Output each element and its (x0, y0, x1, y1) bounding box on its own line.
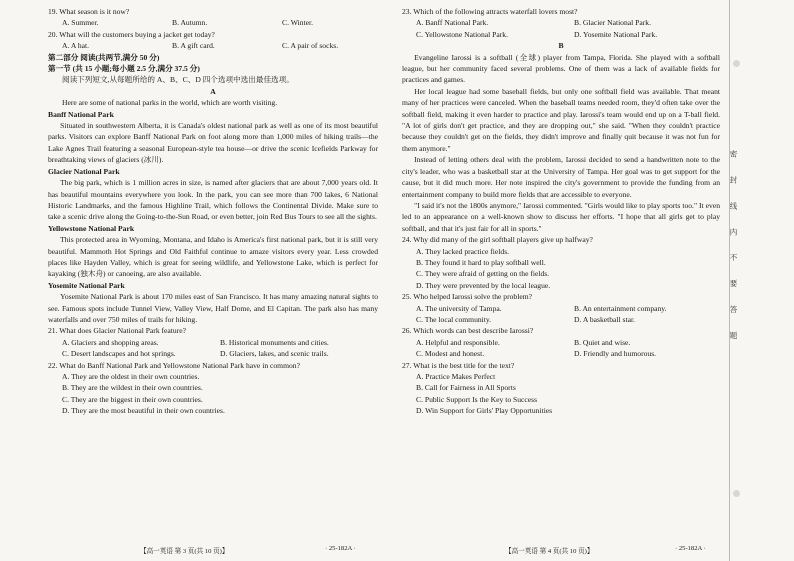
right-page-code: · 25-182A · (675, 545, 706, 552)
left-column (48, 6, 378, 417)
option: A. Summer. (62, 18, 99, 28)
option: C. They were afraid of getting on the fields. (416, 269, 550, 279)
question-20-options (48, 40, 378, 51)
binding-hole (733, 60, 740, 67)
option: A. They are the oldest in their own countries. (62, 372, 200, 381)
question-25-options (402, 303, 720, 314)
option: B. They found it hard to play softball well. (416, 257, 546, 267)
left-page-code: · 25-182A · (325, 545, 356, 552)
question-21-options (48, 337, 378, 348)
option: B. Quiet and wise. (574, 337, 631, 347)
section-2-part-1-heading: 第一节 (共 15 小题;每小题 2.5 分,满分 37.5 分) (48, 64, 200, 74)
passage-b-paragraph-2: Her local league had some baseball fields, but only one softball field was available. That meant many of her practices were canceled. When the baseball teams needed room, they'd often take over the softball field, making it even harder to practice and play. Iarossi's team would end up on a T-ball field. "A lot of girls don't get practice, and they are dropping out," she said. "When they couldn't practice because they couldn't get on the fields, they didn't improve and finally quit because it was not fun for them anymore." (402, 86, 720, 153)
passage-b-paragraph-1: Evangeline Iarossi is a softball (全球) player from Tampa, Florida. She played with a softball league, but her community faced several problems. One of them was a lack of available fields for practices and games. (402, 52, 720, 85)
option: B. They are the wildest in their own countries. (62, 383, 203, 393)
option: C. Yellowstone National Park. (416, 29, 508, 39)
option: A. Banff National Park. (416, 18, 489, 28)
option: B. Call for Fairness in All Sports (416, 383, 516, 393)
section-2-heading: 第二部分 阅读(共两节,满分 50 分) (48, 52, 160, 62)
yellowstone-title: Yellowstone National Park (48, 223, 135, 233)
option: B. Autumn. (172, 18, 208, 28)
passage-letter-a: A (210, 86, 216, 96)
question-19-options (48, 17, 378, 28)
yellowstone-paragraph: This protected area in Wyoming, Montana, and Idaho is America's first national park, but it is still very beautiful. Mammoth Hot Springs and Old Faithful continue to amaze visitors every year. Less crowded places like Hayden Valley, which is great for seeing wildlife, and Yellowstone Lake, which is perfect for kayaking (独木舟) or canoeing, are also available. (48, 235, 378, 279)
option: D. Yosemite National Park. (574, 29, 658, 39)
glacier-title: Glacier National Park (48, 166, 120, 176)
question-23-stem: 23. Which of the following attracts waterfall lovers most? (402, 7, 578, 16)
option: C. A pair of socks. (282, 41, 339, 51)
passage-intro: Here are some of national parks in the world, which are worth visiting. (62, 98, 278, 108)
banff-paragraph: Situated in southwestern Alberta, it is Canada's oldest national park as well as one of its most beautiful parks. Visitors can explore Banff National Park on foot along more than 1,000 miles of hiking trails—the Lake Agnes Trail featuring a seasonal European-style tea house—or drive the scenic Icefields Parkway for breathtaking views of glaciers (冰川). (48, 121, 378, 165)
question-25-stem: 25. Who helped Iarossi solve the problem? (402, 292, 532, 302)
option: B. Historical monuments and cities. (220, 337, 329, 347)
option: D. Glaciers, lakes, and scenic trails. (220, 349, 329, 359)
option: C. Modest and honest. (416, 349, 485, 359)
option: C. The local community. (416, 314, 492, 324)
option: D. They were prevented by the local league. (416, 280, 551, 290)
option: A. They lacked practice fields. (416, 246, 510, 256)
banff-title: Banff National Park (48, 109, 114, 119)
question-23-options-row-2 (402, 29, 720, 40)
question-24-stem: 24. Why did many of the girl softball players give up halfway? (402, 235, 593, 245)
option: A. The university of Tampa. (416, 303, 502, 313)
option: D. A basketball star. (574, 314, 635, 324)
question-21-options-row-2 (48, 348, 378, 359)
option: B. An entertainment company. (574, 303, 667, 313)
question-19-stem: 19. What season is it now? (48, 7, 130, 16)
question-22-stem: 22. What do Banff National Park and Yellowstone National Park have in common? (48, 360, 300, 370)
question-27-stem: 27. What is the best title for the text? (402, 360, 515, 370)
option: A. Practice Makes Perfect (416, 372, 496, 381)
passage-b-paragraph-3: Instead of letting others deal with the problem, Iarossi decided to send a handwritten note to the city's leader, who was a basketball star at the University of Tampa. Her goal was to get support for the cause, but it did much more. Her note inspired the city's government to provide the funding from an entertainment company to build more fields that are accessible to everyone. (402, 155, 720, 199)
binding-hole (733, 490, 740, 497)
option: D. Win Support for Girls' Play Opportunities (416, 406, 553, 416)
question-25-options-row-2 (402, 314, 720, 325)
question-26-options-row-2 (402, 348, 720, 359)
passage-letter-b: B (558, 41, 564, 51)
option: C. They are the biggest in their own countries. (62, 394, 203, 404)
option: B. A gift card. (172, 41, 215, 51)
yosemite-title: Yosemite National Park (48, 280, 125, 290)
option: A. Helpful and responsible. (416, 337, 500, 347)
yosemite-paragraph: Yosemite National Park is about 170 miles east of San Francisco. It has many amazing natural sights to see. Famous spots include Tunnel View, Valley View, Half Dome, and El Capitan. The park also has many waterfalls and over 750 miles of trails for hiking. (48, 292, 378, 324)
right-page-footer: 【高一英语 第 4 页(共 10 页)】 (505, 548, 594, 555)
right-column (402, 6, 720, 417)
question-20-stem: 20. What will the customers buying a jacket get today? (48, 29, 215, 39)
question-23-options (402, 17, 720, 28)
option: B. Glacier National Park. (574, 18, 651, 28)
reading-instruction: 阅读下列短文,从每题所给的 A、B、C、D 四个选项中选出最佳选项。 (62, 75, 294, 85)
option: A. Glaciers and shopping areas. (62, 337, 159, 347)
question-26-options (402, 337, 720, 348)
question-26-stem: 26. Which words can best describe Iarossi? (402, 326, 534, 336)
option: D. They are the most beautiful in their own countries. (62, 406, 225, 416)
passage-b-paragraph-4: "I said it's not the 1800s anymore," Iarossi commented. "Girls would like to play sports too." It even led to an appearance on a well-known show to discuss her efforts. "I hope that all girls get to play softball, and that it's just fair for all in sports." (402, 200, 720, 233)
question-21-stem: 21. What does Glacier National Park feature? (48, 326, 186, 336)
left-page-footer: 【高一英语 第 3 页(共 10 页)】 (140, 548, 229, 555)
glacier-paragraph: The big park, which is 1 million acres in size, is named after glaciers that are about 7,000 years old. It has beautiful mountains everywhere you look. In the park, you can see more than 700 lakes, 6 National Historic Landmarks, and the famous Highline Trail, which follows the Continental Divide. Make sure to take a scenic drive along the Going-to-the-Sun Road, or even better, join Red Bus Tours to see all the sights. (48, 178, 378, 222)
option: C. Public Support Is the Key to Success (416, 394, 538, 404)
option: A. A hat. (62, 41, 90, 51)
seal-line-notice: 密 封 线 内 不 要 答 题 (729, 150, 738, 347)
option: C. Winter. (282, 18, 313, 28)
option: C. Desert landscapes and hot springs. (62, 349, 176, 359)
option: D. Friendly and humorous. (574, 349, 657, 359)
